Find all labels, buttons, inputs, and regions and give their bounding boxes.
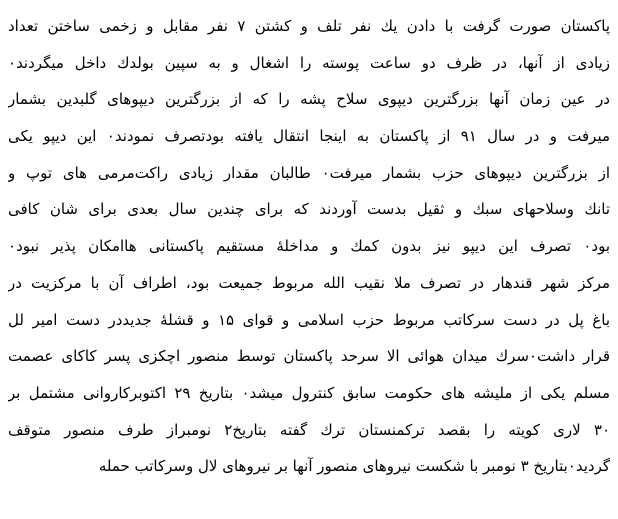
text-line: قرار داشت٠سرك میدان هوائی الا سرحد پاکستان توسط منصور اچکزی پسر کاکای عصمت: [8, 347, 610, 366]
text-line: زیادی از آنها، در ظرف دو ساعت پوسته را اشغال و به سپین بولدك داخل میگردند٠: [8, 53, 610, 72]
text-line: مرکز شهر قندهار در تصرف ملا نقیب الله مربوط جمیعت بود، اطراف آن با مرکزیت در: [8, 273, 610, 292]
text-line: ۳۰ لاری کویته را بقصد ترکمنستان ترك گفته بتاریخ۲ نومبراز طرف منصور متوقف: [8, 420, 610, 439]
text-line: میرفت و در سال ۹۱ از پاکستان به اینجا انتقال یافته بودتصرف نمودند٠ این دیپو یکی: [8, 127, 610, 146]
text-line: باغ پل در دست سرکاتب مربوط حزب اسلامی و قوای ۱۵ و قشلهٔ جدیددر دست امیر لل: [8, 310, 610, 329]
text-line: پاکستان صورت گرفت با دادن یك نفر تلف و کشتن ۷ نفر مقابل و زخمی ساختن تعداد: [8, 17, 610, 35]
text-line: مسلم یکی از ملیشه های حکومت سابق کنترول میشد٠ بتاریخ ۲۹ اکتوبرکاروانی مشتمل بر: [8, 383, 610, 402]
text-line: بود٠ تصرف این دیپو نیز بدون کمك و مداخلهٔ مستقیم پاکستانی هاامکان پذیر نبود٠: [8, 237, 610, 256]
text-line: تانك وسلاحهای سبك و ثقیل بدست آوردند که برای چندین سال بعدی برای شان کافی: [8, 200, 610, 219]
text-line: گردید٠بتاریخ ۳ نومبر با شکست نیروهای منصور آنها بر نیروهای لال وسرکاتب حمله: [98, 457, 610, 476]
paragraph-text-block: [8, 14, 610, 491]
text-line: از بزرگترین دیپوهای حزب بشمار میرفت٠ طالبان مقدار زیادی راکت‌مرمی های توپ و: [8, 163, 610, 182]
text-line: در عین زمان آنها بزرگترین دیپوی سلاح پشه را که از بزرگترین دیپوهای گلبدین بشمار: [8, 90, 610, 109]
